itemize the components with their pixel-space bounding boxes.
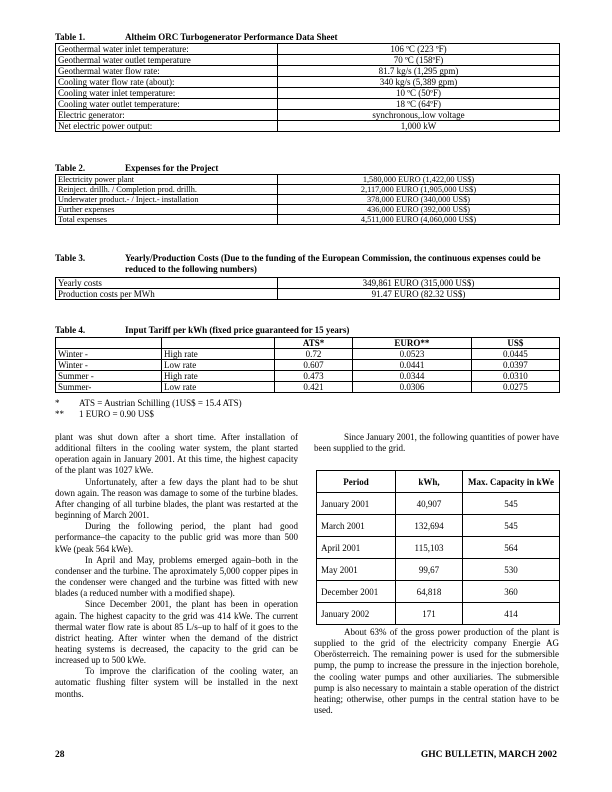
season-label: Winter - xyxy=(56,349,162,360)
table2-project-expenses xyxy=(55,174,560,225)
row-value: synchronous,.low voltage xyxy=(278,110,560,121)
tariff-value: 0.72 xyxy=(275,349,353,360)
row-value: 349,861 EURO (315,000 US$) xyxy=(278,278,560,289)
table-row xyxy=(317,581,560,603)
footnote-mark: ** xyxy=(55,409,64,419)
column-header: US$ xyxy=(471,338,559,349)
page-number: 28 xyxy=(55,750,65,760)
table-row xyxy=(56,55,560,66)
publication-footer: GHC BULLETIN, MARCH 2002 xyxy=(420,750,557,760)
row-value: 378,000 EURO (340,000 US$) xyxy=(278,195,560,205)
row-value: 4,511,000 EURO (4,060,000 US$) xyxy=(278,215,560,225)
tariff-value: 0.473 xyxy=(275,371,353,382)
table-row xyxy=(56,371,560,382)
row-label: Reinject. drillh. / Completion prod. drillh. xyxy=(56,185,278,195)
row-value: 1,000 kW xyxy=(278,121,560,132)
row-value: 2,117,000 EURO (1,905,000 US$) xyxy=(278,185,560,195)
row-label: Electric generator: xyxy=(56,110,278,121)
table-row xyxy=(56,77,560,88)
table2-number: Table 2. xyxy=(55,163,86,173)
row-label: Underwater product.- / Inject.- installation xyxy=(56,195,278,205)
row-label: Geothermal water outlet temperature xyxy=(56,55,278,66)
closing-paragraph: About 63% of the gross power production of the plant is supplied to the grid of the electricity company Energie AG Oberösterreich. The remaining power is used for the submersible pump, the pump to increase the pressure in the injection borehole, the cooling water pumps and other auxiliaries. The submersible pump is also necessary to maintain a stable operation of the district heating; otherwise, other pumps in the central station have to be used. xyxy=(314,627,559,716)
row-value: 91.47 EURO (82.32 US$) xyxy=(278,289,560,300)
footnote-text: 1 EURO = 0.90 US$ xyxy=(79,409,154,419)
table3-title: Yearly/Production Costs (Due to the funding of the European Commission, the continuous expenses could be reduced to the following numbers) xyxy=(125,253,541,274)
table2-caption xyxy=(55,163,575,174)
value-cell: 132,694 xyxy=(396,515,463,537)
row-value: 1,580,000 EURO (1,422,00 US$) xyxy=(278,175,560,185)
table-row xyxy=(56,121,560,132)
value-cell: 360 xyxy=(463,581,560,603)
left-column-text xyxy=(55,432,298,700)
season-label: Winter - xyxy=(56,360,162,371)
table1-title: Altheim ORC Turbogenerator Performance Data Sheet xyxy=(125,32,338,42)
row-value: 18 ºC (64ºF) xyxy=(278,99,560,110)
row-value: 81.7 kg/s (1,295 gpm) xyxy=(278,66,560,77)
body-paragraph: During the following period, the plant had good performance–the capacity to the public grid was more than 500 kWe (peak 564 kWe). xyxy=(55,521,298,554)
value-cell: 64,818 xyxy=(396,581,463,603)
table-row xyxy=(56,205,560,215)
table3-number: Table 3. xyxy=(55,253,86,263)
empty-header-cell xyxy=(56,338,162,349)
season-label: Summer- xyxy=(56,382,162,393)
body-paragraph: In April and May, problems emerged again–both in the condenser and the turbine. The aproximately 5,000 copper pipes in the condenser were changed and the turbine was fitted with new blades (a reduced number with a modified shape). xyxy=(55,554,298,599)
period-cell: March 2001 xyxy=(317,515,396,537)
table-row xyxy=(56,289,560,300)
intro-paragraph: Since January 2001, the following quantities of power have been supplied to the grid. xyxy=(314,432,559,454)
column-header: Max. Capacity in kWe xyxy=(463,471,560,493)
season-label: High rate xyxy=(162,349,275,360)
table-row xyxy=(56,88,560,99)
tariff-value: 0.0445 xyxy=(471,349,559,360)
table-row xyxy=(56,215,560,225)
column-header: ATS* xyxy=(275,338,353,349)
row-value: 436,000 EURO (392,000 US$) xyxy=(278,205,560,215)
tariff-value: 0.421 xyxy=(275,382,353,393)
table4-caption xyxy=(55,325,575,336)
row-value: 106 ºC (223 ºF) xyxy=(278,44,560,55)
table3-production-costs xyxy=(55,277,560,300)
season-label: Low rate xyxy=(162,360,275,371)
footnote-ats xyxy=(55,398,355,409)
row-label: Further expenses xyxy=(56,205,278,215)
season-label: Low rate xyxy=(162,382,275,393)
table3-caption xyxy=(55,253,560,275)
table-row xyxy=(56,278,560,289)
table-row xyxy=(56,360,560,371)
tariff-value: 0.0344 xyxy=(353,371,472,382)
table-header-row xyxy=(317,471,560,493)
table-row xyxy=(317,493,560,515)
footnote-euro xyxy=(55,409,355,420)
value-cell: 545 xyxy=(463,515,560,537)
value-cell: 564 xyxy=(463,537,560,559)
table-row xyxy=(56,110,560,121)
table-row xyxy=(317,559,560,581)
period-cell: January 2002 xyxy=(317,603,396,625)
table-row xyxy=(56,185,560,195)
row-label: Production costs per MWh xyxy=(56,289,278,300)
empty-header-cell xyxy=(162,338,275,349)
row-label: Cooling water outlet temperature: xyxy=(56,99,278,110)
value-cell: 414 xyxy=(463,603,560,625)
column-header: Period xyxy=(317,471,396,493)
column-header: EURO** xyxy=(353,338,472,349)
body-paragraph: Since December 2001, the plant has been in operation again. The highest capacity to the grid was 414 kWe. The current thermal water flow rate is about 85 L/s–up to half of it goes to the district heating. After winter when the demand of the district heating systems is decreased, the capacity to the grid can be increased up to 500 kWe. xyxy=(55,599,298,666)
table-row xyxy=(56,44,560,55)
table1-caption xyxy=(55,32,575,43)
row-label: Cooling water inlet temperature: xyxy=(56,88,278,99)
table1-number: Table 1. xyxy=(55,32,86,42)
table-row xyxy=(56,195,560,205)
table-row xyxy=(317,515,560,537)
tariff-value: 0.0275 xyxy=(471,382,559,393)
body-paragraph: To improve the clarification of the cooling water, an automatic flushing filter system will be installed in the next months. xyxy=(55,666,298,699)
tariff-value: 0.0310 xyxy=(471,371,559,382)
footnote-text: ATS = Austrian Schilling (1US$ = 15.4 ATS) xyxy=(79,398,242,408)
period-cell: December 2001 xyxy=(317,581,396,603)
table4-input-tariff xyxy=(55,337,560,393)
tariff-value: 0.0523 xyxy=(353,349,472,360)
row-label: Yearly costs xyxy=(56,278,278,289)
power-supplied-table xyxy=(316,470,560,625)
tariff-value: 0.607 xyxy=(275,360,353,371)
table-header-row xyxy=(56,338,560,349)
footnote-mark: * xyxy=(55,398,60,408)
row-label: Electricity power plant xyxy=(56,175,278,185)
table-row xyxy=(56,66,560,77)
body-paragraph: Unfortunately, after a few days the plant had to be shut down again. The reason was damage to some of the turbine blades. After changing of all turbine blades, the plant was restarted at the beginning of March 2001. xyxy=(55,476,298,521)
table-row xyxy=(56,175,560,185)
tariff-value: 0.0397 xyxy=(471,360,559,371)
table-row xyxy=(56,382,560,393)
row-label: Net electric power output: xyxy=(56,121,278,132)
value-cell: 40,907 xyxy=(396,493,463,515)
right-column-closing xyxy=(314,627,559,716)
period-cell: May 2001 xyxy=(317,559,396,581)
row-label: Geothermal water flow rate: xyxy=(56,66,278,77)
season-label: High rate xyxy=(162,371,275,382)
row-value: 70 ºC (158ºF) xyxy=(278,55,560,66)
table-row xyxy=(56,349,560,360)
row-value: 340 kg/s (5,389 gpm) xyxy=(278,77,560,88)
period-cell: January 2001 xyxy=(317,493,396,515)
body-paragraph: plant was shut down after a short time. After installation of additional filters in the cooling water system, the plant started operation again in January 2001. At this time, the highest capacity of the plant was 1027 kWe. xyxy=(55,432,298,476)
table1-performance-data xyxy=(55,43,560,132)
period-cell: April 2001 xyxy=(317,537,396,559)
tariff-value: 0.0441 xyxy=(353,360,472,371)
right-column-intro xyxy=(314,432,559,454)
value-cell: 99,67 xyxy=(396,559,463,581)
season-label: Summer - xyxy=(56,371,162,382)
table4-number: Table 4. xyxy=(55,325,86,335)
row-label: Geothermal water inlet temperature: xyxy=(56,44,278,55)
tariff-value: 0.0306 xyxy=(353,382,472,393)
table-row xyxy=(317,603,560,625)
column-header: kWh, xyxy=(396,471,463,493)
table2-title: Expenses for the Project xyxy=(125,163,219,173)
row-label: Total expenses xyxy=(56,215,278,225)
row-value: 10 ºC (50ºF) xyxy=(278,88,560,99)
row-label: Cooling water flow rate (about): xyxy=(56,77,278,88)
value-cell: 115,103 xyxy=(396,537,463,559)
value-cell: 171 xyxy=(396,603,463,625)
table-row xyxy=(317,537,560,559)
table-row xyxy=(56,99,560,110)
table4-title: Input Tariff per kWh (fixed price guaranteed for 15 years) xyxy=(125,325,350,335)
value-cell: 545 xyxy=(463,493,560,515)
value-cell: 530 xyxy=(463,559,560,581)
